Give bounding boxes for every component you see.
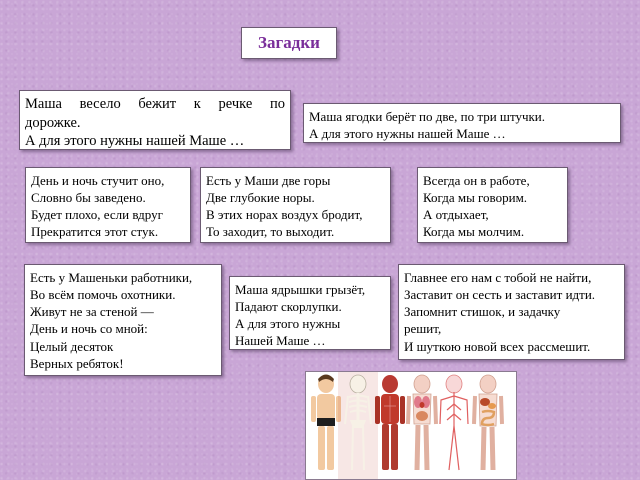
riddle-card-teeth (229, 276, 391, 350)
riddle-line: Маша ядрышки грызёт, (235, 282, 366, 297)
riddle-line: И шуткою новой всех рассмешит. (404, 338, 591, 354)
riddle-line: Две глубокие норы. (206, 190, 315, 206)
riddle-card-nose (200, 167, 391, 243)
word: бежит (138, 96, 177, 112)
riddle-line: дорожке. (25, 114, 81, 131)
word: весело (79, 96, 121, 112)
riddle-card-tongue (417, 167, 568, 243)
word: Маша (25, 96, 62, 112)
riddle-line: Маша ягодки берёт по две, по три штучки. (309, 109, 546, 124)
word: по (269, 96, 285, 112)
riddle-line: День и ночь со мной: (30, 321, 148, 337)
riddle-line: Целый десяток (30, 338, 114, 354)
riddle-line: Словно бы заведено. (31, 190, 146, 206)
riddle-line: Нашей Маше … (235, 333, 326, 349)
muscles-figure (375, 375, 405, 470)
word: речке (218, 96, 253, 112)
riddle-line: Падают скорлупки. (235, 299, 342, 315)
riddle-line: День и ночь стучит оно, (31, 173, 165, 188)
riddle-line: Всегда он в работе, (423, 173, 530, 188)
riddle-line: Главнее его нам с тобой не найти, (404, 270, 592, 285)
riddle-line: Когда мы говорим. (423, 190, 528, 206)
riddle-line: А отдыхает, (423, 207, 489, 223)
riddle-line: Запомнит стишок, и задачку (404, 304, 561, 320)
body-figure (311, 375, 341, 471)
anatomy-illustration (305, 371, 517, 480)
riddle-card-heart (25, 167, 191, 243)
page-title: Загадки (241, 27, 337, 59)
riddle-line: Прекратится этот стук. (31, 224, 159, 240)
digestive-figure (474, 375, 502, 470)
riddle-line: Когда мы молчим. (423, 224, 525, 240)
riddle-line: Будет плохо, если вдруг (31, 207, 163, 223)
riddle-line: То заходит, то выходит. (206, 224, 335, 240)
skeleton-figure (338, 372, 378, 479)
organs-figure (408, 375, 436, 470)
riddle-line-justified (25, 95, 285, 114)
riddle-line: Заставит он сесть и заставит идти. (404, 287, 596, 303)
riddle-card-legs (19, 90, 291, 150)
riddle-card-hands (303, 103, 621, 143)
riddle-line: решит, (404, 321, 442, 337)
riddle-line: В этих норах воздух бродит, (206, 207, 363, 223)
riddle-line: А для этого нужны (235, 316, 341, 332)
nerves-figure (440, 375, 468, 470)
riddle-line: Есть у Машеньки работники, (30, 270, 193, 285)
riddle-line: Во всём помочь охотники. (30, 287, 176, 303)
riddle-line: А для этого нужны нашей Маше … (25, 133, 245, 150)
riddle-line: Верных ребяток! (30, 355, 124, 371)
riddle-line: Живут не за стеной — (30, 304, 154, 320)
riddle-line: А для этого нужны нашей Маше … (309, 126, 506, 142)
riddle-line: Есть у Маши две горы (206, 173, 331, 188)
riddle-card-brain (398, 264, 625, 360)
word: к (193, 96, 201, 112)
riddle-card-fingers (24, 264, 222, 376)
